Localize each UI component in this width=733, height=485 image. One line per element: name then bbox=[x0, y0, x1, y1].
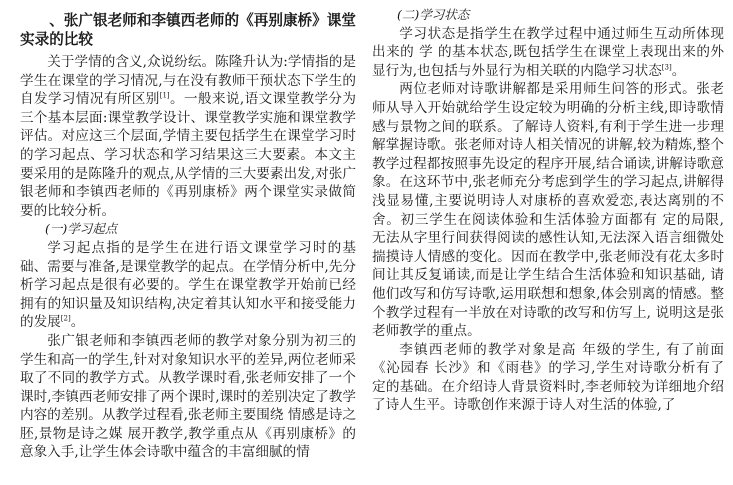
section-title: 、张广银老师和李镇西老师的《再别康桥》课堂实录的比较 bbox=[20, 12, 356, 48]
paragraph-learning-start bbox=[20, 239, 356, 332]
paragraph-text: 关于学情的含义,众说纷纭。陈隆升认为:学情指的是学生在课堂的学习情况,与在没有教师干预状态下学生的自发学习情况有所区别 bbox=[20, 54, 356, 108]
citation-ref: [3] bbox=[661, 63, 672, 72]
paragraph-intro bbox=[20, 53, 356, 220]
paragraph-text: 。 bbox=[70, 314, 85, 331]
citation-ref: [1] bbox=[159, 91, 170, 100]
paragraph-text: 。 bbox=[671, 62, 686, 79]
paragraph-text: 学习状态是指学生在教学过程中通过师生互动所体现出来的 学 的基本状态,既包括学生在课堂上表现出来的外显行为,也包括与外显行为相关联的内隐学习状态 bbox=[372, 25, 724, 79]
paragraph-text: 。一般来说,语文课堂教学分为三个基本层面:课堂教学设计、课堂教学实施和课堂教学评估。对应这三个层面,学情主要包括学生在课堂学习时的学习起点、学习状态和学习结果这三大要素。本文主要采用的是陈隆升的观点,从学情的三大要素出发,对张广银老师和李镇西老师的《再别康桥》两个课堂实录做简要的比较分析。 bbox=[20, 91, 356, 219]
paragraph-comparison: 张广银老师和李镇西老师的教学对象分别为初三的学生和高一的学生,针对对象知识水平的差异,两位老师采取了不同的教学方式。从教学课时看,张老师安排了一个课时,李镇西老师安排了两个课时,课时的差别决定了教学内容的差别。从教学过程看,张老师主要围绕 情感是诗之胚,景物是诗之媒 展开教学,教学重点从《再别康桥》的意象入手,让学生体会诗歌中蕴含的丰富细腻的情 bbox=[20, 332, 356, 461]
paragraph-zhang-teaching: 两位老师对诗歌讲解都是采用师生问答的形式。张老师从导入开始就给学生设定较为明确的分析主线,即诗歌情感与景物之间的联系。了解诗人资料,有利于学生进一步理解掌握诗歌。张老师对诗人相关情况的讲解,较为精炼,整个教学过程都按照事先设定的程序开展,结合诵读,讲解诗歌意象。在这环节中,张老师充分考虑到学生的学习起点,讲解得浅显易懂,主要说明诗人对康桥的喜欢爱恋,表达离别的不舍。初三学生在阅读体验和生活体验方面都有 定的局限, 无法从字里行间获得阅读的感性认知,无法深入语言细微处揣摸诗人情感的变化。因而在教学中,张老师没有花太多时间让其反复诵读,而是让学生结合生活体验和知识基础, 请他们改写和仿写诗歌,运用联想和想象,体会别离的情感。整个教学过程有一半放在对诗歌的改写和仿写上, 说明这是张老师教学的重点。 bbox=[372, 81, 724, 340]
paragraph-text: 学习起点指的是学生在进行语文课堂学习时的基础、需要与准备,是课堂教学的起点。在学情分析中,先分析学习起点是很有必要的。学生在课堂教学开始前已经拥有的知识量及知识结构,决定着其认知水平和接受能力的发展 bbox=[20, 239, 356, 331]
subsection-heading-learning-start: (一)学习起点 bbox=[45, 221, 118, 237]
left-column bbox=[20, 0, 356, 462]
subsection-heading-learning-state: (二)学习状态 bbox=[397, 7, 470, 22]
right-column bbox=[372, 0, 724, 415]
paragraph-learning-state bbox=[372, 25, 724, 81]
paragraph-li-teaching: 李镇西老师的教学对象是高 年级的学生, 有了前面《沁园春 长沙》和《雨巷》的学习,学生对诗歌分析有了 定的基础。在介绍诗人背景资料时,李老师较为详细地介绍了诗人生平。诗歌创作来源于诗人对生活的体验,了 bbox=[372, 341, 724, 414]
citation-ref: [2] bbox=[60, 314, 71, 323]
